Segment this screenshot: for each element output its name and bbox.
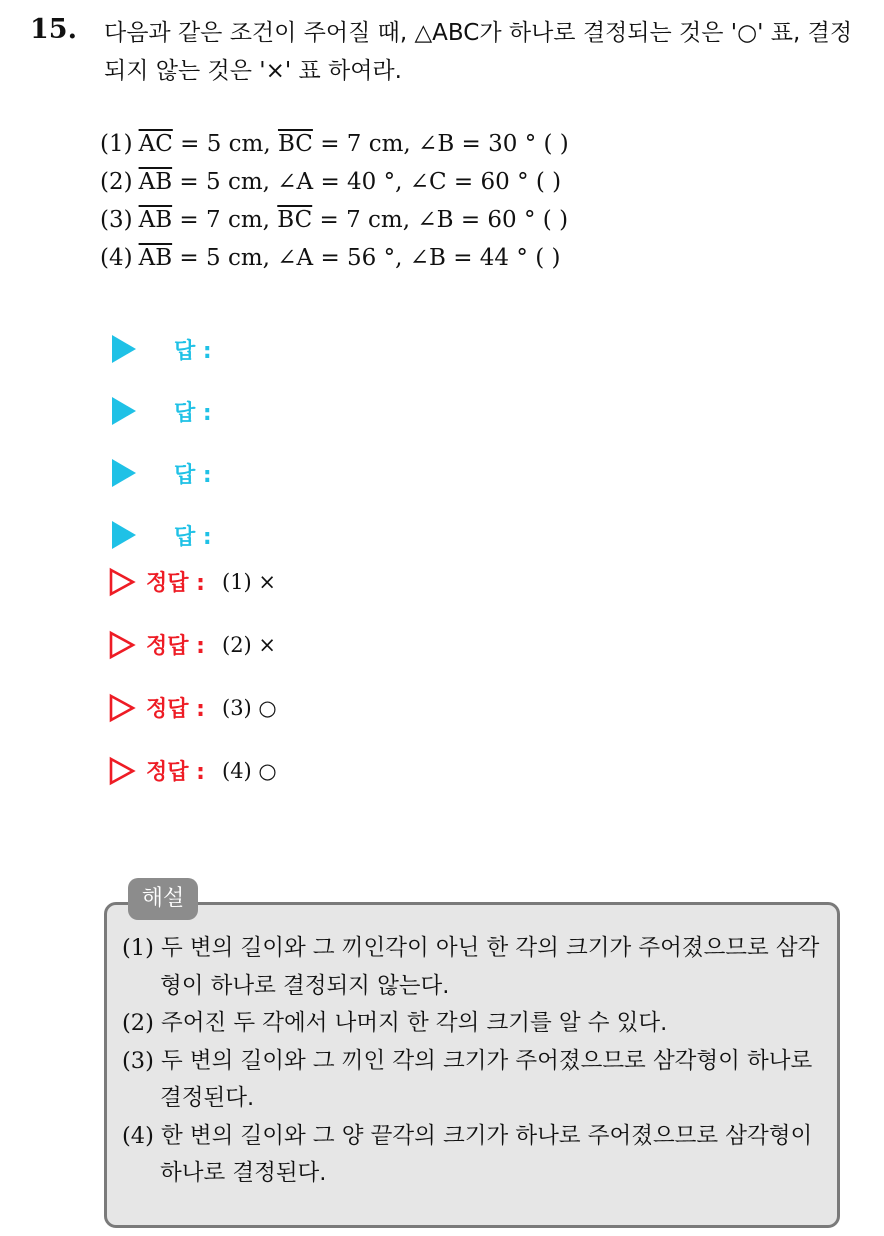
correct-answer-row [108,676,277,739]
solution-tag: 해설 [128,878,198,920]
correct-answer-list [108,550,277,802]
filled-triangle-right-icon [112,397,136,425]
segment-label: $\overline{BC}$ [277,131,313,157]
answer-blank-list [108,318,212,566]
answer-blank-row [108,442,212,504]
solution-content [122,930,832,1193]
question-number: 15. [30,14,77,45]
solution-text: 두 변의 길이와 그 끼인각이 아닌 한 각의 크기가 주어졌으므로 삼각형이 하나로 결정되지 않는다. [160,935,820,999]
correct-label: 정답 : [146,634,205,659]
condition-item-1 [100,125,569,163]
condition-text: = 7 cm, [172,207,278,233]
condition-item-2 [100,163,569,201]
answer-label: 답 : [174,524,212,550]
condition-item-4 [100,239,569,277]
outline-triangle-right-icon [108,630,136,660]
question-text: 다음과 같은 조건이 주어질 때, △ABC가 하나로 결정되는 것은 '○' 표, 결정되지 않는 것은 '×' 표 하여라. [104,20,853,84]
condition-number: (2) [100,169,133,195]
filled-triangle-right-icon [112,521,136,549]
segment-label: $\overline{AB}$ [138,245,173,271]
outline-triangle-right-icon [108,693,136,723]
condition-number: (1) [100,131,133,157]
condition-text: = 5 cm, ∠A = 56 °, ∠B = 44 ° ( ) [172,245,561,271]
answer-label: 답 : [174,338,212,364]
solution-text: 한 변의 길이와 그 양 끝각의 크기가 하나로 주어졌으므로 삼각형이 하나로 결정된다. [160,1122,813,1186]
correct-answer-value: (2) × [222,632,277,657]
correct-label: 정답 : [146,571,205,596]
condition-text: = 7 cm, ∠B = 60 ° ( ) [312,207,569,233]
solution-number: (3) [122,1047,154,1074]
solution-text: 주어진 두 각에서 나머지 한 각의 크기를 알 수 있다. [161,1010,668,1036]
outline-triangle-right-icon [108,567,136,597]
segment-label: $\overline{AB}$ [138,207,173,233]
condition-item-3 [100,201,569,239]
condition-text: = 5 cm, [172,131,278,157]
correct-answer-row [108,739,277,802]
correct-answer-row [108,613,277,676]
outline-triangle-right-icon [108,756,136,786]
solution-item-3 [122,1043,832,1118]
filled-triangle-right-icon [112,335,136,363]
answer-label: 답 : [174,462,212,488]
correct-answer-value: (4) ○ [222,758,277,783]
segment-label: $\overline{AC}$ [138,131,173,157]
segment-label: $\overline{AB}$ [138,169,173,195]
answer-blank-row [108,380,212,442]
condition-text: = 7 cm, ∠B = 30 ° ( ) [312,131,569,157]
answer-blank-row [108,318,212,380]
correct-answer-row [108,550,277,613]
condition-number: (3) [100,207,133,233]
solution-number: (4) [122,1122,154,1149]
correct-label: 정답 : [146,760,205,785]
solution-number: (2) [122,1010,154,1036]
filled-triangle-right-icon [112,459,136,487]
segment-label: $\overline{BC}$ [277,207,313,233]
solution-item-2 [122,1005,832,1043]
correct-label: 정답 : [146,697,205,722]
solution-item-4 [122,1118,832,1193]
condition-number: (4) [100,245,133,271]
answer-label: 답 : [174,400,212,426]
condition-list [100,125,569,277]
solution-item-1 [122,930,832,1005]
correct-answer-value: (1) × [222,569,277,594]
solution-text: 두 변의 길이와 그 끼인 각의 크기가 주어졌으므로 삼각형이 하나로 결정된다. [160,1047,813,1111]
correct-answer-value: (3) ○ [222,695,277,720]
condition-text: = 5 cm, ∠A = 40 °, ∠C = 60 ° ( ) [172,169,562,195]
solution-number: (1) [122,935,154,961]
